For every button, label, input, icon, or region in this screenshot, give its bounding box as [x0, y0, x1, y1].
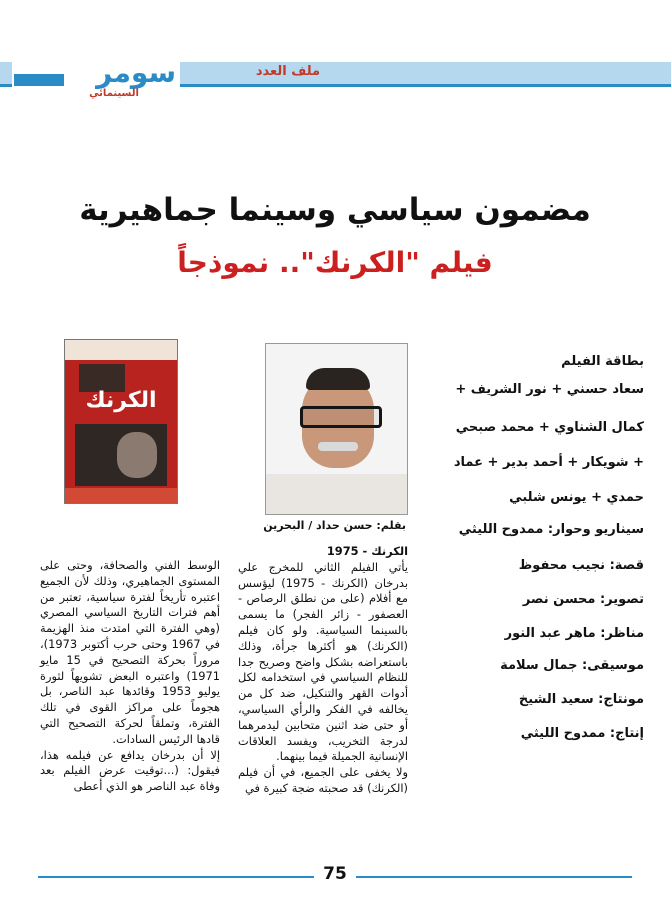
- film-card-line: إنتاج: ممدوح الليثي: [520, 726, 644, 741]
- film-card-line: مونتاج: سعيد الشيخ: [518, 692, 644, 707]
- film-card-line: كمال الشناوي + محمد صبحي: [455, 420, 644, 435]
- film-card-line: تصوير: محسن نصر: [522, 592, 644, 607]
- column-paragraph: ولا يخفى على الجميع، في أن فيلم (الكرنك) قد صحبته ضجة كبيرة في: [238, 765, 408, 795]
- film-poster-image: [64, 339, 178, 504]
- film-card-line: موسيقى: جمال سلامة: [500, 658, 644, 673]
- film-card-line: سعاد حسني + نور الشريف +: [455, 382, 644, 397]
- column-paragraph: الوسط الفني والصحافة، وحتى على المستوى الجماهيري، وذلك لأن الجميع اعتبره تأريخاً لفترة سياسية، تعتبر من أهم فترات التاريخ السياسي المصري (وهي الفترة التي امتدت منذ الهزيمة في 1967 وحتى حرب أكتوبر 1973)، مروراً بحركة التصحيح في 15 مايو 1971) واعتبره البعض تشويهاً لثورة يوليو 1953 وقائدها عبد الناصر، بل هجوماً على مراكز القوى في تلك الفترة، وتملقاً لحركة التصحيح التي قادها الرئيس السادات.: [40, 558, 221, 746]
- column-paragraph: إلا أن بدرخان يدافع عن فيلمه هذا، فيقول: (...توقيت عرض الفيلم بعد وفاة عبد الناصر هو الذي أعطى: [40, 747, 220, 794]
- film-card-heading: بطاقة الفيلم: [561, 354, 644, 369]
- author-hair: [306, 368, 370, 390]
- film-card-line: سيناريو وحوار: ممدوح الليثي: [458, 522, 644, 537]
- footer-rule-left: [38, 876, 314, 878]
- poster-footer-strip: [65, 488, 177, 503]
- article-column-middle: [238, 544, 408, 874]
- footer-rule-right: [356, 876, 632, 878]
- author-glasses: [300, 406, 382, 428]
- poster-title: الكرنك: [85, 388, 157, 413]
- section-label: ملف العدد: [255, 64, 321, 79]
- author-byline: بقلم: حسن حداد / البحرين: [263, 519, 406, 532]
- article-column-left: [40, 558, 220, 878]
- logo-subtitle: السينمائي: [89, 88, 139, 99]
- column-heading: الكرنك - 1975: [326, 544, 408, 558]
- page-number: 75: [323, 864, 347, 884]
- author-photo: [265, 343, 408, 515]
- film-card-line: قصة: نجيب محفوظ: [518, 558, 644, 573]
- author-shirt: [266, 474, 407, 514]
- film-card-line: + شويكار + أحمد بدير + عماد: [453, 455, 644, 470]
- film-card-line: حمدي + يونس شلبي: [509, 490, 644, 505]
- article-title: مضمون سياسي وسينما جماهيرية: [79, 192, 591, 228]
- author-mustache: [318, 442, 358, 451]
- column-paragraph: يأتي الفيلم الثاني للمخرج علي بدرخان (الكرنك - 1975) ليؤسس مع أفلام (على من نطلق الرصاص - العصفور - زائر الفجر) ما يسمى بالسينما السياسية. ولو كان فيلم (الكرنك) هو أكثرها جرأة، وذلك باستعراضه بشكل واضح وصريح جدا للنظام السياسي في استخدامه لكل أدوات القهر والتنكيل، ضد كل من يخالفه في الفكر والرأي السياسي، أو حتى ضد اثنين متحابين ليدمرهما لدرجة التخريب، ويفسد العلاقات الإنسانية الجميلة فيما بينهما.: [238, 559, 408, 764]
- film-card-line: مناظر: ماهر عبد النور: [504, 626, 644, 641]
- poster-header-strip: [65, 340, 177, 360]
- article-subtitle: فيلم "الكرنك".. نموذجاً: [177, 246, 493, 279]
- poster-photo-face: [117, 432, 157, 478]
- logo-wordmark: سومر: [96, 56, 176, 89]
